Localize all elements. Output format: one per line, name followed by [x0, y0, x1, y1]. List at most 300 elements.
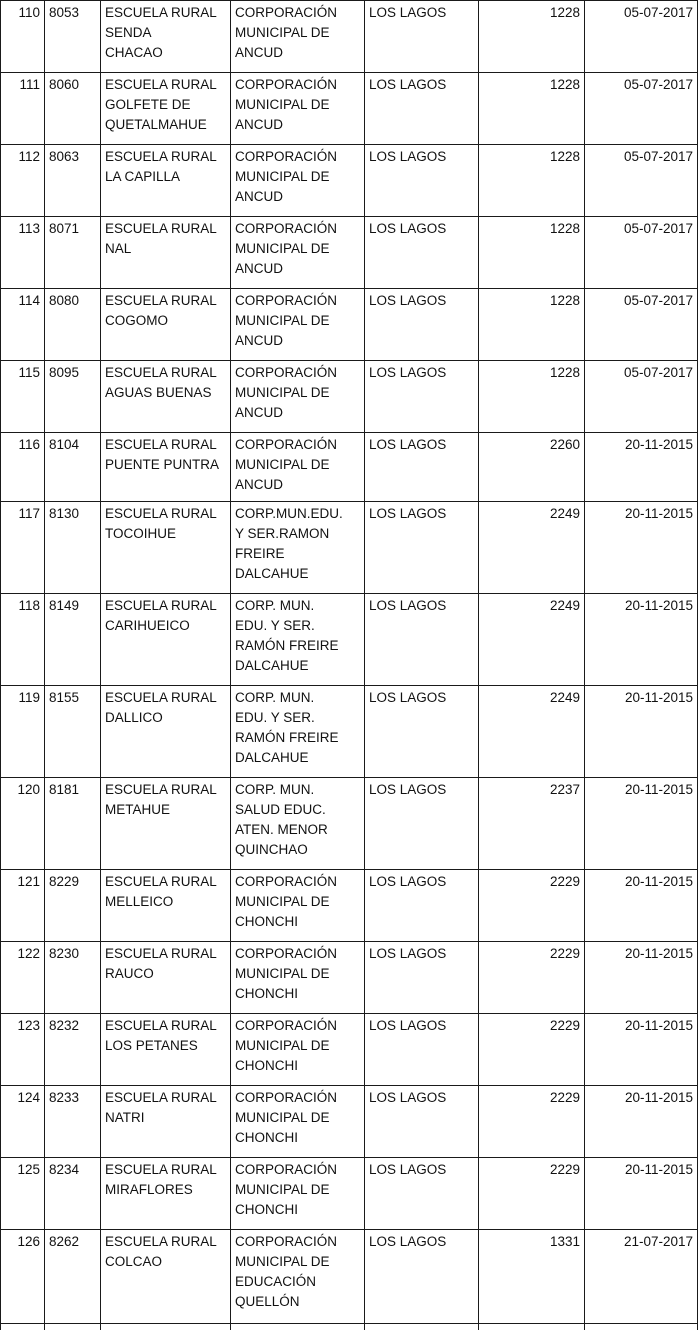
row-number-cell — [1, 594, 45, 686]
row-number: 117 — [18, 506, 40, 521]
resolution-number: 1331 — [550, 1234, 580, 1249]
resolution-date: 20-11-2015 — [625, 1162, 693, 1177]
school-name-line: METAHUE — [105, 800, 226, 820]
region-cell — [365, 942, 479, 1014]
rbd-code: 8104 — [49, 437, 79, 452]
sostenedor-line: Y SER.RAMON — [235, 524, 360, 544]
region: LOS LAGOS — [369, 77, 446, 92]
sostenedor-name — [235, 291, 360, 351]
sostenedor-line: ATEN. MENOR — [235, 820, 360, 840]
region: LOS LAGOS — [369, 946, 446, 961]
resolution-number: 2249 — [550, 690, 580, 705]
school-name-line: CARIHUEICO — [105, 616, 226, 636]
sostenedor-line: MUNICIPAL DE — [235, 1036, 360, 1056]
sostenedor-cell — [231, 1014, 365, 1086]
resolution-cell — [479, 1014, 585, 1086]
sostenedor-name — [235, 944, 360, 1004]
sostenedor-cell — [231, 942, 365, 1014]
region-cell — [365, 870, 479, 942]
sostenedor-line: ANCUD — [235, 43, 360, 63]
rbd-code: 8149 — [49, 598, 79, 613]
school-name-line: ESCUELA RURAL — [105, 1016, 226, 1036]
resolution-cell — [479, 1230, 585, 1324]
date-cell — [585, 1086, 698, 1158]
sostenedor-cell — [231, 145, 365, 217]
rbd-cell — [45, 361, 101, 433]
region: LOS LAGOS — [369, 782, 446, 797]
resolution-date: 05-07-2017 — [624, 77, 693, 92]
region: LOS LAGOS — [369, 1162, 446, 1177]
school-name-cell — [101, 1086, 231, 1158]
row-number: 122 — [17, 946, 40, 961]
row-number-cell — [1, 73, 45, 145]
region-cell — [365, 433, 479, 502]
rbd-cell — [45, 778, 101, 870]
school-name-line: ESCUELA RURAL — [105, 147, 226, 167]
resolution-number: 1228 — [550, 221, 580, 236]
school-name-line: ESCUELA RURAL — [105, 688, 226, 708]
sostenedor-line: MUNICIPAL DE — [235, 239, 360, 259]
school-name-cell — [101, 594, 231, 686]
row-number-cell — [1, 1014, 45, 1086]
sostenedor-line: FREIRE — [235, 544, 360, 564]
sostenedor-line: CORPORACIÓN — [235, 1160, 360, 1180]
table-row-122 — [1, 942, 698, 1014]
rbd-cell — [45, 217, 101, 289]
school-name-cell — [101, 686, 231, 778]
school-name — [105, 596, 226, 636]
rbd-code: 8262 — [49, 1234, 79, 1249]
school-name-line: ESCUELA RURAL — [105, 872, 226, 892]
region-cell — [365, 217, 479, 289]
row-number: 124 — [17, 1090, 40, 1105]
resolution-date: 20-11-2015 — [625, 1090, 693, 1105]
school-name-line: ESCUELA RURAL — [105, 435, 226, 455]
sostenedor-line: EDU. Y SER. — [235, 708, 360, 728]
sostenedor-name — [235, 780, 360, 860]
sostenedor-name — [235, 504, 360, 584]
rbd-cell — [45, 502, 101, 594]
sostenedor-cell — [231, 870, 365, 942]
sostenedor-line: CORP. MUN. — [235, 596, 360, 616]
sostenedor-cell — [231, 73, 365, 145]
sostenedor-name — [235, 872, 360, 932]
sostenedor-line: CORP.MUN.EDU. — [235, 504, 360, 524]
school-name-cell — [101, 1, 231, 73]
school-name — [105, 363, 226, 403]
rbd-code: 8080 — [49, 293, 79, 308]
region-cell — [365, 1158, 479, 1230]
school-name-cell — [101, 942, 231, 1014]
table-row-123 — [1, 1014, 698, 1086]
sostenedor-line: CORPORACIÓN — [235, 3, 360, 23]
rbd-code: 8229 — [49, 874, 79, 889]
resolution-cell — [479, 433, 585, 502]
school-name — [105, 291, 226, 331]
school-name — [105, 3, 226, 63]
table-row-124 — [1, 1086, 698, 1158]
row-number-cell — [1, 686, 45, 778]
region-cell — [365, 73, 479, 145]
sostenedor-name — [235, 688, 360, 768]
row-number-cell — [1, 502, 45, 594]
date-cell — [585, 217, 698, 289]
sostenedor-line: MUNICIPAL DE — [235, 1180, 360, 1200]
resolution-date: 20-11-2015 — [625, 506, 693, 521]
school-name-line: MELLEICO — [105, 892, 226, 912]
school-name-line: ESCUELA RURAL — [105, 1232, 226, 1252]
row-number-cell — [1, 778, 45, 870]
rbd-code: 8234 — [49, 1162, 79, 1177]
sostenedor-line: CORPORACIÓN — [235, 291, 360, 311]
date-cell — [585, 1158, 698, 1230]
sostenedor-line: MUNICIPAL DE — [235, 383, 360, 403]
sostenedor-line: ANCUD — [235, 187, 360, 207]
resolution-date: 20-11-2015 — [625, 946, 693, 961]
sostenedor-line: MUNICIPAL DE — [235, 455, 360, 475]
rbd-cell — [45, 594, 101, 686]
school-name-line: ESCUELA RURAL — [105, 1160, 226, 1180]
row-number-cell — [1, 1158, 45, 1230]
resolution-cell — [479, 502, 585, 594]
sostenedor-line: DALCAHUE — [235, 656, 360, 676]
sostenedor-line: CHONCHI — [235, 1056, 360, 1076]
sostenedor-name — [235, 147, 360, 207]
rbd-cell — [45, 73, 101, 145]
region: LOS LAGOS — [369, 874, 446, 889]
date-cell — [585, 73, 698, 145]
row-number: 115 — [18, 365, 40, 380]
sostenedor-name — [235, 1016, 360, 1076]
row-number: 116 — [18, 437, 40, 452]
resolution-date: 05-07-2017 — [624, 5, 693, 20]
date-cell — [585, 686, 698, 778]
sostenedor-line: CORPORACIÓN — [235, 944, 360, 964]
date-cell — [585, 145, 698, 217]
resolution-number: 1228 — [550, 293, 580, 308]
sostenedor-line: SALUD EDUC. — [235, 800, 360, 820]
school-name — [105, 147, 226, 187]
school-name-cell — [101, 778, 231, 870]
sostenedor-name — [235, 596, 360, 676]
resolution-cell — [479, 1158, 585, 1230]
school-name-cell — [101, 870, 231, 942]
sostenedor-line: CORPORACIÓN — [235, 872, 360, 892]
school-name-cell — [101, 433, 231, 502]
row-number: 119 — [18, 690, 40, 705]
resolution-cell — [479, 289, 585, 361]
region-cell — [365, 1014, 479, 1086]
school-name-line: ESCUELA RURAL — [105, 596, 226, 616]
school-name — [105, 1016, 226, 1056]
rbd-cell — [45, 433, 101, 502]
sostenedor-line: CORPORACIÓN — [235, 1232, 360, 1252]
school-name-line: DALLICO — [105, 708, 226, 728]
school-name-cell — [101, 1158, 231, 1230]
school-name-line: ESCUELA RURAL — [105, 75, 226, 95]
resolution-date: 20-11-2015 — [625, 598, 693, 613]
row-number: 113 — [18, 221, 40, 236]
resolution-date: 05-07-2017 — [624, 293, 693, 308]
region: LOS LAGOS — [369, 437, 446, 452]
region: LOS LAGOS — [369, 690, 446, 705]
row-number: 126 — [17, 1234, 40, 1249]
school-name — [105, 1160, 226, 1200]
resolution-number: 2229 — [550, 1162, 580, 1177]
sostenedor-line: CHONCHI — [235, 984, 360, 1004]
table-row-116 — [1, 433, 698, 502]
region-cell — [365, 502, 479, 594]
row-number: 118 — [18, 598, 40, 613]
resolution-number: 2229 — [550, 1018, 580, 1033]
sostenedor-cell — [231, 686, 365, 778]
region: LOS LAGOS — [369, 1234, 446, 1249]
row-number: 112 — [18, 149, 40, 164]
resolution-date: 05-07-2017 — [624, 221, 693, 236]
sostenedor-cell — [231, 1158, 365, 1230]
row-number-cell — [1, 870, 45, 942]
table-row-118 — [1, 594, 698, 686]
table-row-110 — [1, 1, 698, 73]
sostenedor-line: MUNICIPAL DE — [235, 23, 360, 43]
school-name-line: SENDA — [105, 23, 226, 43]
sostenedor-line: QUELLÓN — [235, 1292, 360, 1312]
sostenedor-line: MUNICIPAL DE — [235, 1252, 360, 1272]
resolution-cell — [479, 1, 585, 73]
resolution-cell — [479, 145, 585, 217]
date-cell — [585, 870, 698, 942]
sostenedor-line: CORP. MUN. — [235, 688, 360, 708]
rbd-code: 8063 — [49, 149, 79, 164]
sostenedor-name — [235, 1160, 360, 1220]
sostenedor-line: CORPORACIÓN — [235, 363, 360, 383]
resolution-number: 2237 — [550, 782, 580, 797]
sostenedor-line: CORPORACIÓN — [235, 435, 360, 455]
resolution-number: 2249 — [550, 506, 580, 521]
region: LOS LAGOS — [369, 293, 446, 308]
school-name-line: ESCUELA RURAL — [105, 3, 226, 23]
row-number-cell — [1, 1230, 45, 1324]
resolution-cell — [479, 361, 585, 433]
row-number-cell — [1, 289, 45, 361]
school-name-line: TOCOIHUE — [105, 524, 226, 544]
sostenedor-line: CORP. MUN. — [235, 780, 360, 800]
school-name-line: RAUCO — [105, 964, 226, 984]
school-name — [105, 1232, 226, 1272]
rbd-cell — [45, 870, 101, 942]
sostenedor-line: ANCUD — [235, 403, 360, 423]
rbd-cell — [45, 145, 101, 217]
table-row-111 — [1, 73, 698, 145]
row-number-cell — [1, 1, 45, 73]
row-number-cell — [1, 1086, 45, 1158]
school-name-line: NATRI — [105, 1108, 226, 1128]
sostenedor-cell — [231, 289, 365, 361]
resolution-date: 21-07-2017 — [624, 1234, 693, 1249]
sostenedor-line: RAMÓN FREIRE — [235, 636, 360, 656]
date-cell — [585, 433, 698, 502]
table-row-125 — [1, 1158, 698, 1230]
school-name-line: PUENTE PUNTRA — [105, 455, 226, 475]
school-name — [105, 872, 226, 912]
row-number: 111 — [19, 77, 40, 92]
rbd-cell — [45, 942, 101, 1014]
resolution-cell — [479, 73, 585, 145]
school-name — [105, 75, 226, 135]
row-number: 120 — [17, 782, 40, 797]
sostenedor-line: MUNICIPAL DE — [235, 95, 360, 115]
resolution-number: 2249 — [550, 598, 580, 613]
row-number: 114 — [18, 293, 40, 308]
sostenedor-name — [235, 219, 360, 279]
rbd-cell — [45, 289, 101, 361]
resolution-number: 1228 — [550, 365, 580, 380]
sostenedor-line: MUNICIPAL DE — [235, 1108, 360, 1128]
rbd-code: 8233 — [49, 1090, 79, 1105]
sostenedor-cell — [231, 361, 365, 433]
region: LOS LAGOS — [369, 506, 446, 521]
sostenedor-name — [235, 363, 360, 423]
rbd-cell — [45, 1, 101, 73]
region-cell — [365, 289, 479, 361]
table-row-115 — [1, 361, 698, 433]
region: LOS LAGOS — [369, 598, 446, 613]
sostenedor-line: CHONCHI — [235, 912, 360, 932]
resolution-date: 20-11-2015 — [625, 1018, 693, 1033]
sostenedor-line: EDUCACIÓN — [235, 1272, 360, 1292]
row-number-cell — [1, 217, 45, 289]
table-body — [1, 1, 698, 1330]
school-name-cell — [101, 217, 231, 289]
school-name — [105, 780, 226, 820]
rbd-code: 8053 — [49, 5, 79, 20]
region-cell — [365, 1, 479, 73]
school-name-line: LOS PETANES — [105, 1036, 226, 1056]
sostenedor-cell — [231, 778, 365, 870]
sostenedor-line: CORPORACIÓN — [235, 219, 360, 239]
sostenedor-name — [235, 3, 360, 63]
school-name-line: ESCUELA RURAL — [105, 219, 226, 239]
date-cell — [585, 594, 698, 686]
school-name-cell — [101, 289, 231, 361]
school-name-line: CHACAO — [105, 43, 226, 63]
sostenedor-line: MUNICIPAL DE — [235, 311, 360, 331]
region-cell — [365, 361, 479, 433]
school-name-line: ESCUELA RURAL — [105, 780, 226, 800]
school-name — [105, 688, 226, 728]
sostenedor-line: CORPORACIÓN — [235, 1016, 360, 1036]
region: LOS LAGOS — [369, 5, 446, 20]
rbd-cell — [45, 1014, 101, 1086]
region: LOS LAGOS — [369, 1090, 446, 1105]
rbd-cell — [45, 1086, 101, 1158]
sostenedor-line: CORPORACIÓN — [235, 147, 360, 167]
next-row-stub — [1, 1324, 698, 1330]
table-row-117 — [1, 502, 698, 594]
table-row-121 — [1, 870, 698, 942]
region-cell — [365, 594, 479, 686]
school-name-line: MIRAFLORES — [105, 1180, 226, 1200]
sostenedor-name — [235, 1088, 360, 1148]
resolution-cell — [479, 870, 585, 942]
sostenedor-cell — [231, 1230, 365, 1324]
rbd-code: 8060 — [49, 77, 79, 92]
school-name-cell — [101, 145, 231, 217]
school-name — [105, 435, 226, 475]
sostenedor-line: DALCAHUE — [235, 748, 360, 768]
school-name — [105, 944, 226, 984]
table-row-126 — [1, 1230, 698, 1324]
resolution-number: 1228 — [550, 77, 580, 92]
sostenedor-name — [235, 1232, 360, 1312]
sostenedor-line: MUNICIPAL DE — [235, 892, 360, 912]
rbd-cell — [45, 1158, 101, 1230]
sostenedor-line: CORPORACIÓN — [235, 75, 360, 95]
school-name-line: ESCUELA RURAL — [105, 1088, 226, 1108]
resolution-date: 20-11-2015 — [625, 690, 693, 705]
table-row-113 — [1, 217, 698, 289]
sostenedor-cell — [231, 502, 365, 594]
sostenedor-cell — [231, 217, 365, 289]
row-number: 121 — [17, 874, 40, 889]
rbd-code: 8181 — [49, 782, 79, 797]
rbd-code: 8232 — [49, 1018, 79, 1033]
date-cell — [585, 942, 698, 1014]
sostenedor-line: ANCUD — [235, 475, 360, 495]
resolution-cell — [479, 594, 585, 686]
school-name-line: NAL — [105, 239, 226, 259]
sostenedor-line: QUINCHAO — [235, 840, 360, 860]
date-cell — [585, 502, 698, 594]
resolution-date: 05-07-2017 — [624, 365, 693, 380]
resolution-cell — [479, 778, 585, 870]
date-cell — [585, 778, 698, 870]
sostenedor-line: CHONCHI — [235, 1200, 360, 1220]
sostenedor-line: ANCUD — [235, 331, 360, 351]
sostenedor-cell — [231, 1086, 365, 1158]
region: LOS LAGOS — [369, 1018, 446, 1033]
resolution-date: 05-07-2017 — [624, 149, 693, 164]
resolution-number: 2229 — [550, 1090, 580, 1105]
sostenedor-line: CHONCHI — [235, 1128, 360, 1148]
rbd-code: 8230 — [49, 946, 79, 961]
rbd-cell — [45, 1230, 101, 1324]
school-name — [105, 504, 226, 544]
school-name-line: ESCUELA RURAL — [105, 291, 226, 311]
school-name-line: AGUAS BUENAS — [105, 383, 226, 403]
school-name-line: GOLFETE DE — [105, 95, 226, 115]
school-name-line: ESCUELA RURAL — [105, 363, 226, 383]
sostenedor-cell — [231, 433, 365, 502]
region-cell — [365, 1230, 479, 1324]
school-name-cell — [101, 1014, 231, 1086]
resolution-date: 20-11-2015 — [625, 437, 693, 452]
sostenedor-line: EDU. Y SER. — [235, 616, 360, 636]
school-name-cell — [101, 361, 231, 433]
resolution-number: 2260 — [550, 437, 580, 452]
rbd-code: 8130 — [49, 506, 79, 521]
sostenedor-line: RAMÓN FREIRE — [235, 728, 360, 748]
resolution-cell — [479, 1086, 585, 1158]
row-number: 110 — [18, 5, 40, 20]
date-cell — [585, 289, 698, 361]
region: LOS LAGOS — [369, 149, 446, 164]
resolution-number: 2229 — [550, 874, 580, 889]
school-name — [105, 219, 226, 259]
school-name-line: COGOMO — [105, 311, 226, 331]
region: LOS LAGOS — [369, 365, 446, 380]
sostenedor-line: CORPORACIÓN — [235, 1088, 360, 1108]
